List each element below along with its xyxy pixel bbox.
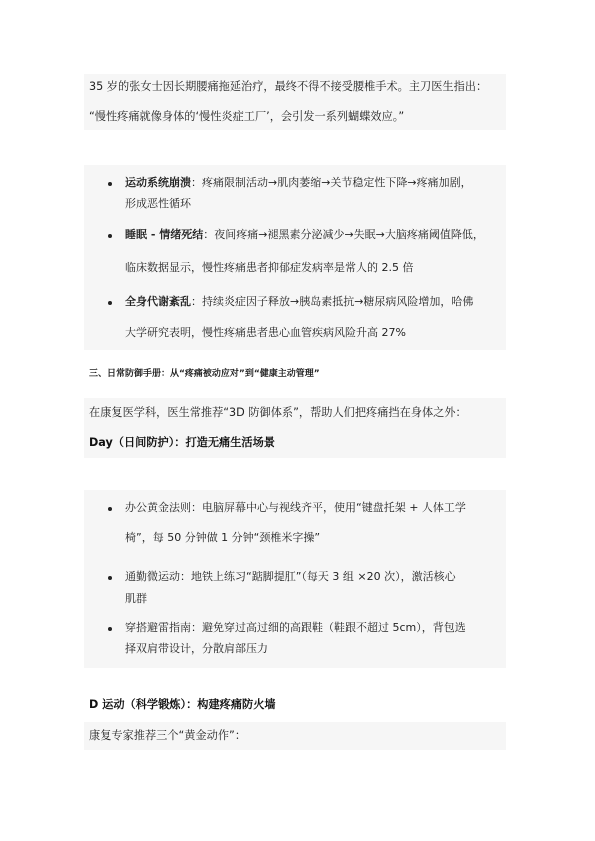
- effect-item-motor: [125, 176, 472, 190]
- effect-text: ：持续炎症因子释放→胰岛素抵抗→糖尿病风险增加，哈佛: [191, 295, 474, 308]
- effects-band: [84, 165, 506, 350]
- bullet-icon: [108, 182, 112, 186]
- effect-text: ：夜间疼痛→褪黑素分泌减少→失眠→大脑疼痛阈值降低，: [203, 228, 484, 241]
- day-heading: Day（日间防护）：打造无痛生活场景: [89, 436, 275, 449]
- effect-item-sleep-cont: 临床数据显示，慢性疼痛患者抑郁症发病率是常人的 2.5 倍: [125, 261, 414, 274]
- day-item-clothing-cont: 择双肩带设计，分散肩部压力: [125, 642, 268, 655]
- day-item-office: 办公黄金法则：电脑屏幕中心与视线齐平，使用“键盘托架 + 人体工学: [125, 501, 466, 514]
- bullet-icon: [108, 507, 112, 511]
- exercise-paragraph: 康复专家推荐三个“黄金动作”：: [89, 729, 247, 742]
- day-item-clothing: 穿搭避雷指南：避免穿过高过细的高跟鞋（鞋跟不超过 5cm），背包选: [125, 621, 466, 634]
- effect-title: 运动系统崩溃: [125, 176, 191, 189]
- effect-item-metabolic-cont: 大学研究表明，慢性疼痛患者患心血管疾病风险升高 27%: [125, 326, 406, 339]
- day-item-commute-cont: 肌群: [125, 592, 147, 605]
- day-item-commute: 通勤微运动：地铁上练习“踮脚提肛”（每天 3 组 ×20 次），激活核心: [125, 570, 456, 583]
- effect-item-motor-cont: 形成恶性循环: [125, 197, 191, 210]
- exercise-heading: D 运动（科学锻炼）：构建疼痛防火墙: [89, 698, 276, 711]
- effect-item-metabolic: [125, 295, 473, 309]
- section-heading: 三、日常防御手册：从“疼痛被动应对”到“健康主动管理”: [89, 369, 320, 379]
- bullet-icon: [108, 627, 112, 631]
- effect-title: 睡眠 - 情绪死结: [125, 228, 204, 241]
- effect-item-sleep: [125, 228, 484, 242]
- day-item-office-cont: 椅”，每 50 分钟做 1 分钟“颈椎米字操”: [125, 531, 321, 544]
- bullet-icon: [108, 234, 112, 238]
- bullet-icon: [108, 301, 112, 305]
- effect-text: ：疼痛限制活动→肌肉萎缩→关节稳定性下降→疼痛加剧，: [191, 176, 472, 189]
- section-paragraph: 在康复医学科，医生常推荐“3D 防御体系”，帮助人们把疼痛挡在身体之外：: [89, 406, 467, 419]
- bullet-icon: [108, 576, 112, 580]
- effect-title: 全身代谢紊乱: [125, 295, 191, 308]
- intro-line-1: 35 岁的张女士因长期腰痛拖延治疗，最终不得不接受腰椎手术。主刀医生指出：: [89, 80, 488, 93]
- intro-line-2: “慢性疼痛就像身体的‘慢性炎症工厂’，会引发一系列蝴蝶效应。”: [89, 110, 405, 123]
